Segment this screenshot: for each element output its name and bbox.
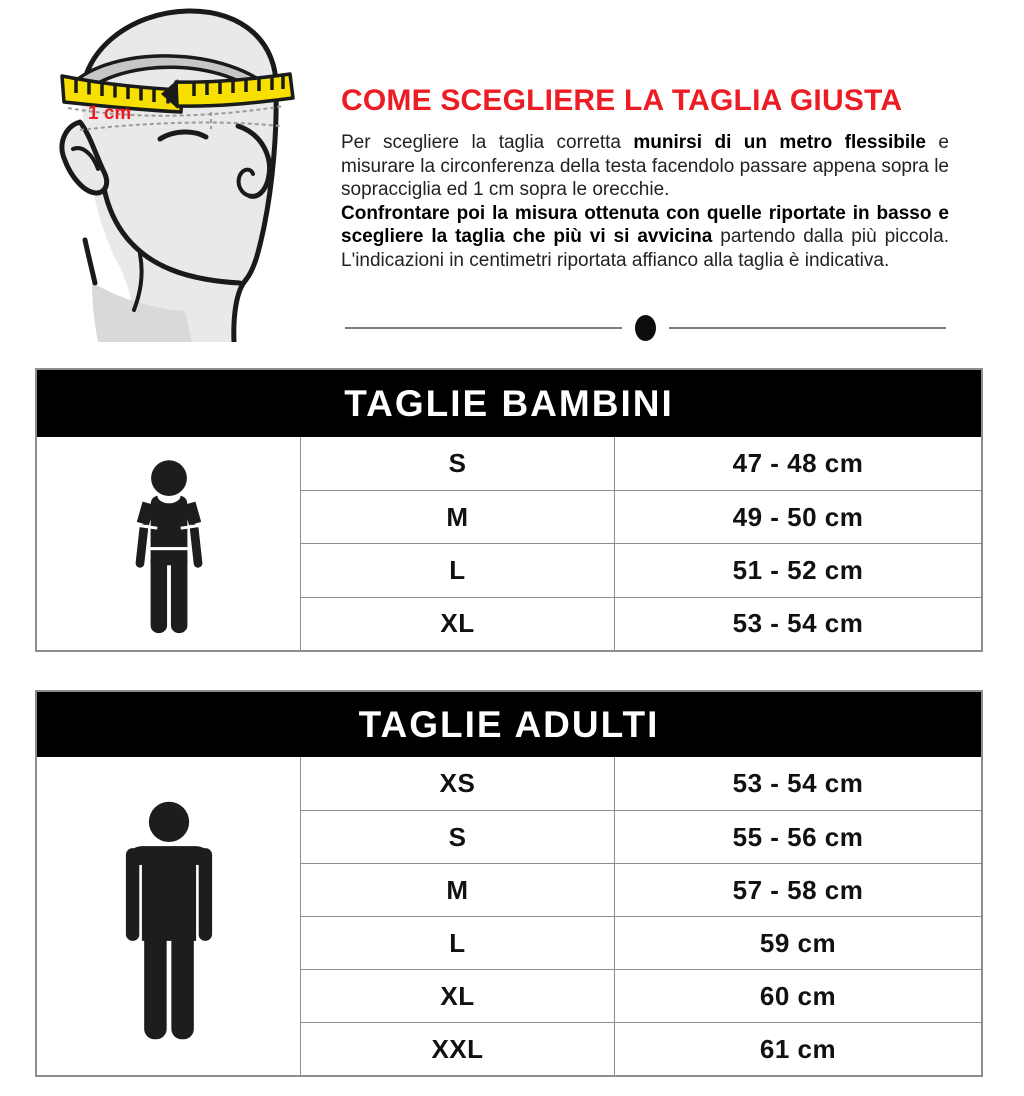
size-range: 55 - 56 cm [614, 810, 981, 863]
size-label: XL [300, 597, 614, 650]
size-table-adults [35, 690, 983, 1077]
figure-cell [37, 437, 300, 650]
size-range: 47 - 48 cm [614, 437, 981, 490]
table-title-bar [37, 692, 981, 757]
divider-dot-icon [635, 315, 656, 341]
size-range: 61 cm [614, 1022, 981, 1075]
divider-line [345, 327, 622, 329]
size-range: 59 cm [614, 916, 981, 969]
figure-cell [37, 757, 300, 1075]
size-range: 53 - 54 cm [614, 757, 981, 810]
size-range: 60 cm [614, 969, 981, 1022]
intro-paragraph-1 [341, 131, 949, 202]
table-title: TAGLIE BAMBINI [344, 382, 674, 424]
intro-text: Per scegliere la taglia corretta [341, 132, 634, 153]
size-label: XL [300, 969, 614, 1022]
table-title-bar [37, 370, 981, 437]
size-table-children [35, 368, 983, 652]
size-range: 53 - 54 cm [614, 597, 981, 650]
size-label: S [300, 437, 614, 490]
size-label: L [300, 916, 614, 969]
intro-paragraph-2 [341, 202, 949, 273]
section-divider [345, 314, 946, 342]
intro-paragraph [341, 131, 949, 273]
size-label: M [300, 490, 614, 543]
adult-silhouette-icon [108, 790, 230, 1043]
size-range: 49 - 50 cm [614, 490, 981, 543]
size-range: 51 - 52 cm [614, 543, 981, 596]
table-title: TAGLIE ADULTI [358, 703, 660, 745]
size-label: L [300, 543, 614, 596]
size-range: 57 - 58 cm [614, 863, 981, 916]
size-label: M [300, 863, 614, 916]
intro-text: partendo dalla più piccola. L'indicazioni in centimetri riportata affianco alla taglia è indicativa. [341, 226, 949, 271]
intro-text-bold: munirsi di un metro flessibile [633, 132, 926, 153]
divider-line [669, 327, 946, 329]
intro-text: e misurare la circonferenza della testa facendolo passare appena sopra le sopracciglia ed 1 cm sopra le orecchie. [341, 132, 949, 201]
page-title: COME SCEGLIERE LA TAGLIA GIUSTA [341, 84, 903, 117]
child-silhouette-icon [132, 451, 206, 635]
size-label: XXL [300, 1022, 614, 1075]
size-label: S [300, 810, 614, 863]
one-cm-label: 1 cm [88, 103, 132, 124]
size-label: XS [300, 757, 614, 810]
intro-text-bold: Confrontare poi la misura ottenuta con quelle riportate in basso e scegliere la taglia che più vi si avvicina [341, 202, 949, 248]
head-measurement-illustration [40, 2, 332, 342]
